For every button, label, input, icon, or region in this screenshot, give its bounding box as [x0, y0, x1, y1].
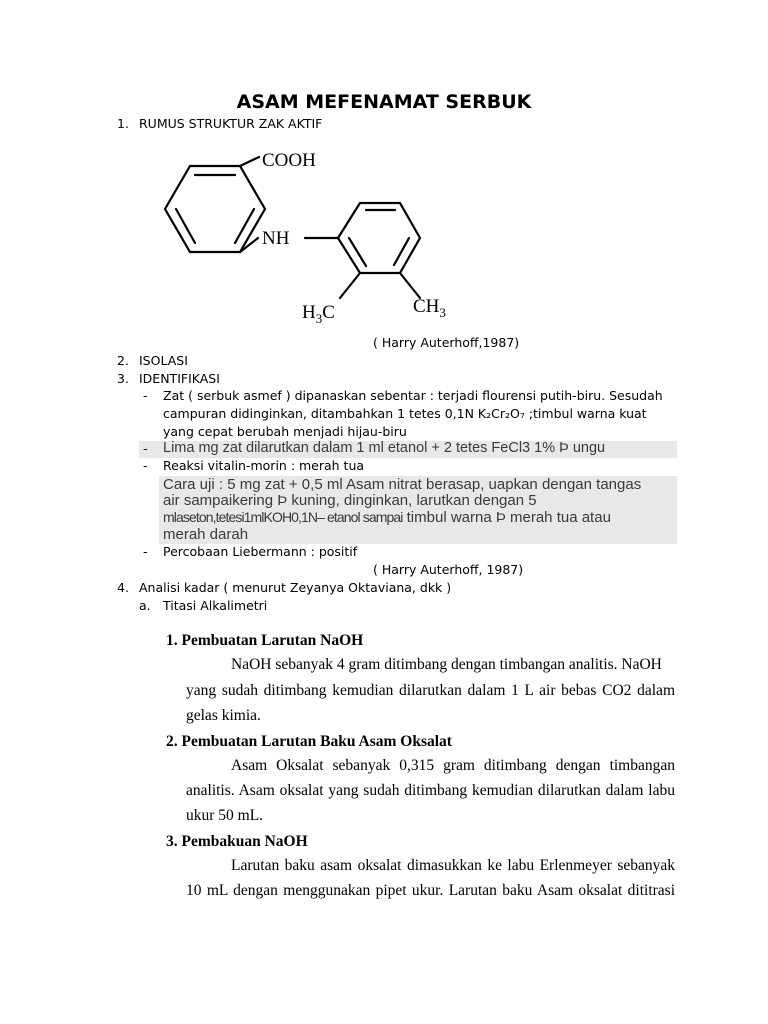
step-3-heading: 3. Pembakuan NaOH [166, 833, 308, 850]
benzene-ring-right [338, 203, 420, 273]
step-2-line-2: analitis. Asam oksalat yang sudah ditimbang kemudian dilarutkan dalam labu [186, 782, 675, 799]
section-1-number: 1. [117, 116, 129, 131]
h3c-label: $H_3C$ [302, 302, 335, 326]
nh-label: NH [262, 228, 290, 249]
ident-item-3: Reaksi vitalin-morin : merah tua [163, 458, 365, 473]
step-1-line-3: gelas kimia. [186, 707, 261, 724]
sub-a-label: Titasi Alkalimetri [163, 598, 268, 613]
section-1-label: RUMUS STRUKTUR ZAK AKTIF [139, 116, 323, 131]
ident-item-2: Lima mg zat dilarutkan dalam 1 ml etanol + 2 tetes FeCl3 1% Þ ungu [163, 440, 606, 456]
section-2-number: 2. [117, 353, 129, 368]
sub-a-number: a. [139, 598, 151, 613]
bullet-dash: - [143, 544, 148, 559]
citation-2: ( Harry Auterhoff, 1987) [373, 562, 524, 577]
bullet-dash: - [143, 441, 148, 456]
section-2-label: ISOLASI [139, 353, 188, 368]
bullet-dash: - [143, 458, 148, 473]
step-2-heading: 2. Pembuatan Larutan Baku Asam Oksalat [166, 733, 452, 750]
bullet-dash: - [143, 388, 148, 403]
mefenamic-acid-structure [155, 140, 495, 330]
cara-uji-line-2: air sampaikering Þ kuning, dinginkan, larutkan dengan 5 [163, 492, 537, 509]
section-4-number: 4. [117, 580, 129, 595]
ident-item-1-line-3: yang cepat berubah menjadi hijau-biru [163, 424, 407, 439]
section-3-label: IDENTIFIKASI [139, 371, 220, 386]
step-1-line-2: yang sudah ditimbang kemudian dilarutkan dalam 1 L air bebas CO2 dalam [186, 682, 675, 699]
page-title: ASAM MEFENAMAT SERBUK [236, 91, 532, 113]
section-3-number: 3. [117, 371, 129, 386]
cara-uji-line-3b: timbul warna Þ merah tua atau [402, 509, 611, 526]
step-1-line-1: NaOH sebanyak 4 gram ditimbang dengan timbangan analitis. NaOH [231, 656, 662, 673]
section-4-label: Analisi kadar ( menurut Zeyanya Oktaviana, dkk ) [139, 580, 452, 595]
step-1-heading: 1. Pembuatan Larutan NaOH [166, 632, 364, 649]
step-3-line-2: 10 mL dengan menggunakan pipet ukur. Larutan baku Asam oksalat dititrasi [186, 882, 675, 899]
benzene-ring-left [165, 166, 265, 252]
ident-item-1-line-2: campuran didinginkan, ditambahkan 1 tetes 0,1N K₂Cr₂O₇ ;timbul warna kuat [163, 406, 647, 421]
step-2-line-3: ukur 50 mL. [186, 807, 264, 824]
ident-item-4: Percobaan Liebermann : positif [163, 544, 358, 559]
cara-uji-line-1: Cara uji : 5 mg zat + 0,5 ml Asam nitrat berasap, uapkan dengan tangas [163, 476, 642, 493]
ident-item-1-line-1: Zat ( serbuk asmef ) dipanaskan sebentar : terjadi flourensi putih-biru. Sesudah [163, 388, 663, 403]
cara-uji-line-3a: mlaseton,tetesi1mlKOH0,1N– etanol sampai [163, 509, 403, 525]
step-2-line-1: Asam Oksalat sebanyak 0,315 gram ditimbang dengan timbangan [231, 757, 675, 774]
cooh-label: COOH [262, 150, 316, 171]
step-3-line-1: Larutan baku asam oksalat dimasukkan ke labu Erlenmeyer sebanyak [231, 857, 675, 874]
ch3-label: $CH_3$ [413, 296, 446, 320]
citation-1: ( Harry Auterhoff,1987) [373, 335, 520, 350]
cara-uji-line-4: merah darah [163, 526, 249, 543]
